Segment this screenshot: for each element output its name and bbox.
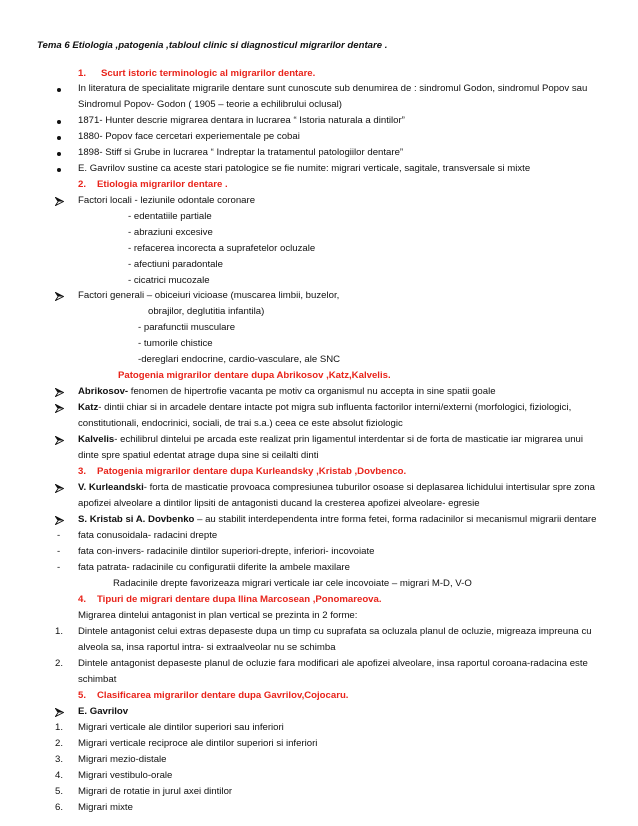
- local-factor-item: - abraziuni excesive: [128, 227, 213, 238]
- section-2-number: 2.: [78, 179, 87, 190]
- gavrilov-author: E. Gavrilov: [78, 706, 129, 717]
- list-number: 1.: [55, 722, 64, 733]
- arrow-bullet-icon: [55, 516, 64, 525]
- list-number: 2.: [55, 738, 64, 749]
- roots-conclusion: Radacinile drepte favorizeaza migrari verticale iar cele incovoiate – migrari M-D, V-O: [113, 578, 472, 589]
- arrow-bullet-icon: [55, 708, 64, 717]
- local-factor-item: - afectiuni paradontale: [128, 259, 223, 270]
- section-1-bullet-3: 1880- Popov face cercetari experiementale pe cobai: [78, 131, 300, 142]
- kurleandski-line-2: apofizei alveolare a dintilor lipsiti de antagonisti ducand la cresterea apofizei alveolare- egresie: [78, 498, 480, 509]
- list-number: 2.: [55, 658, 64, 669]
- face-type-item: fata patrata- radacinile cu configuratii diferite la ambele maxilare: [78, 562, 350, 573]
- section-1-bullet-4: 1898- Stiff si Grube in lucrarea “ Indreptar la tratamentul patologiilor dentare”: [78, 147, 404, 158]
- dash-marker: -: [57, 546, 61, 557]
- classification-item: Migrari mezio-distale: [78, 754, 167, 765]
- bullet-icon: [57, 136, 61, 140]
- bullet-icon: [57, 120, 61, 124]
- abrikosov-heading: Patogenia migrarilor dentare dupa Abrikosov ,Katz,Kalvelis.: [118, 370, 391, 381]
- local-factors: Factori locali - leziunile odontale coronare: [78, 195, 256, 206]
- arrow-bullet-icon: [55, 484, 64, 493]
- section-1-heading: Scurt istoric terminologic al migrarilor dentare.: [101, 68, 316, 79]
- dash-marker: -: [57, 562, 61, 573]
- section-4-item-2-line-1: Dintele antagonist depaseste planul de ocluzie fara modificari ale apofizei alveolare, insa raportul coroana-radacina este: [78, 658, 588, 669]
- section-4-heading: Tipuri de migrari dentare dupa Ilina Marcosean ,Ponomareova.: [97, 594, 382, 605]
- page-title: Tema 6 Etiologia ,patogenia ,tabloul clinic si diagnosticul migrarilor dentare .: [37, 40, 388, 51]
- list-number: 4.: [55, 770, 64, 781]
- face-type-item: fata con-invers- radacinile dintilor superiori-drepte, inferiori- incovoiate: [78, 546, 375, 557]
- section-4-intro: Migrarea dintelui antagonist in plan vertical se prezinta in 2 forme:: [78, 610, 358, 621]
- section-4-item-1-line-2: alveola sa, insa raportul intra- si extraalveolar nu se schimba: [78, 642, 336, 653]
- section-1-number: 1.: [78, 68, 87, 79]
- list-number: 1.: [55, 626, 64, 637]
- kristab-line: [78, 514, 596, 526]
- section-3-number: 3.: [78, 466, 87, 477]
- kurleandski-line: [78, 482, 595, 494]
- face-type-item: fata conusoidala- radacini drepte: [78, 530, 218, 541]
- list-number: 3.: [55, 754, 64, 765]
- katz-line-2: constitutionali, endocrinici, sociali, de trai s.a.) ceea ce este absolut fiziologic: [78, 418, 403, 429]
- dash-marker: -: [57, 530, 61, 541]
- arrow-bullet-icon: [55, 197, 64, 206]
- classification-item: Migrari de rotatie in jurul axei dintilor: [78, 786, 233, 797]
- list-number: 5.: [55, 786, 64, 797]
- section-5-heading: Clasificarea migrarilor dentare dupa Gavrilov,Cojocaru.: [97, 690, 349, 701]
- general-factor-item: -dereglari endocrine, cardio-vasculare, ale SNC: [138, 354, 341, 365]
- local-factor-item: - edentatiile partiale: [128, 211, 212, 222]
- bullet-icon: [57, 168, 61, 172]
- arrow-bullet-icon: [55, 404, 64, 413]
- section-1-bullet-1-line-2: Sindromul Popov- Godon ( 1905 – teorie a echilibrului oclusal): [78, 99, 342, 110]
- section-4-item-2-line-2: schimbat: [78, 674, 117, 685]
- classification-item: Migrari verticale ale dintilor superiori sau inferiori: [78, 722, 284, 733]
- katz-line: [78, 402, 571, 414]
- section-1-bullet-2: 1871- Hunter descrie migrarea dentara in lucrarea “ Istoria naturala a dintilor”: [78, 115, 405, 126]
- local-factor-item: - refacerea incorecta a suprafetelor ocluzale: [128, 243, 316, 254]
- author-name: S. Kristab si A. Dovbenko: [78, 514, 195, 525]
- general-factor-item: - tumorile chistice: [138, 338, 213, 349]
- classification-item: Migrari verticale reciproce ale dintilor superiori si inferiori: [78, 738, 318, 749]
- author-text: - forta de masticatie provoaca compresiunea tuburilor osoase si deplasarea lichidului intertisular spre zona: [143, 482, 595, 493]
- kalvelis-line: [78, 434, 583, 446]
- section-3-heading: Patogenia migrarilor dentare dupa Kurleandsky ,Kristab ,Dovbenco.: [97, 466, 407, 477]
- author-name: Katz: [78, 402, 99, 413]
- bullet-icon: [57, 88, 61, 92]
- section-2-heading: Etiologia migrarilor dentare .: [97, 179, 228, 190]
- general-factors: Factori generali – obiceiuri vicioase (muscarea limbii, buzelor,: [78, 290, 340, 301]
- kalvelis-line-2: dinte spre spatiul edentat atrage dupa sine si ceilalti dinti: [78, 450, 319, 461]
- section-1-bullet-1-line-1: In literatura de specialitate migrarile dentare sunt cunoscute sub denumirea de : sindromul Godon, sindromul Popov sau: [78, 83, 588, 94]
- section-4-number: 4.: [78, 594, 87, 605]
- arrow-bullet-icon: [55, 292, 64, 301]
- author-text: - dintii chiar si in arcadele dentare intacte pot migra sub influenta factorilor interni/externi (morfologici, fiziologici,: [98, 402, 572, 413]
- section-5-number: 5.: [78, 690, 87, 701]
- arrow-bullet-icon: [55, 388, 64, 397]
- author-name: Abrikosov-: [78, 386, 129, 397]
- author-text: fenomen de hipertrofie vacanta pe motiv ca organismul nu accepta in sine spatii goale: [128, 386, 496, 397]
- abrikosov-line: [78, 386, 496, 398]
- classification-item: Migrari vestibulo-orale: [78, 770, 173, 781]
- author-text: – au stabilit interdependenta intre forma fetei, forma radacinilor si mecanismul migrarii dentare: [194, 514, 597, 525]
- section-1-bullet-5: E. Gavrilov sustine ca aceste stari patologice se fie numite: migrari verticale, sagitale, transversale si mixte: [78, 163, 531, 174]
- general-factors-line-2: obrajilor, deglutitia infantila): [148, 306, 265, 317]
- general-factor-item: - parafunctii musculare: [138, 322, 236, 333]
- list-number: 6.: [55, 802, 64, 813]
- author-text: - echilibrul dintelui pe arcada este realizat prin ligamentul interdentar si de forta de masticatie iar migrarea unui: [114, 434, 584, 445]
- bullet-icon: [57, 152, 61, 156]
- author-name: V. Kurleandski: [78, 482, 144, 493]
- local-factor-item: - cicatrici mucozale: [128, 275, 210, 286]
- arrow-bullet-icon: [55, 436, 64, 445]
- section-4-item-1-line-1: Dintele antagonist celui extras depaseste dupa un timp cu suprafata sa ocluzala planul de ocluzie, migreaza impreuna cu: [78, 626, 592, 637]
- author-name: Kalvelis: [78, 434, 115, 445]
- classification-item: Migrari mixte: [78, 802, 133, 813]
